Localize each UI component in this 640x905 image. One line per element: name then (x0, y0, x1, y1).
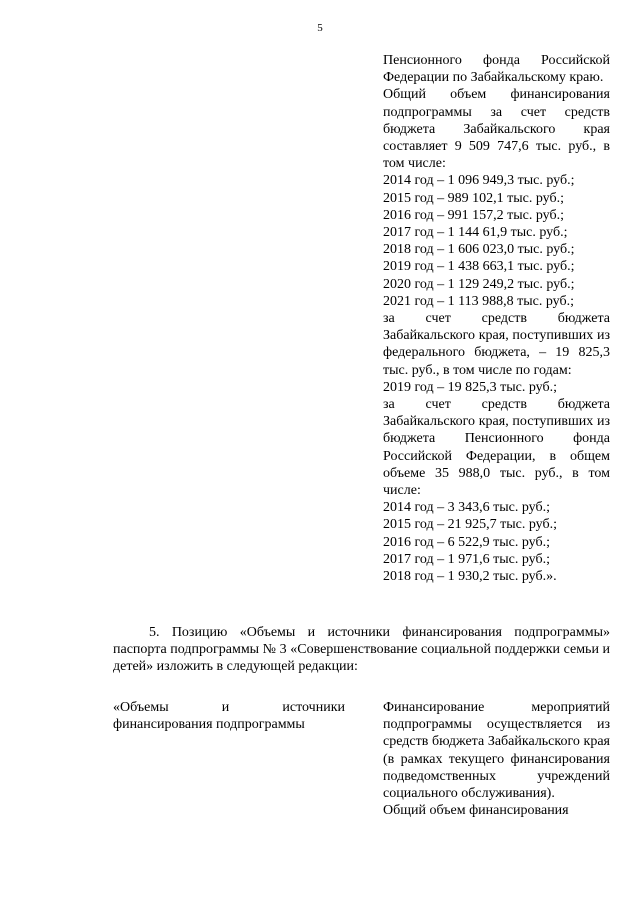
year-item: 2019 год – 19 825,3 тыс. руб.; (383, 379, 557, 395)
table-right-cell (383, 699, 610, 819)
total-financing-heading: Общий объем финансирования (383, 803, 569, 819)
year-item: 2020 год – 1 129 249,2 тыс. руб.; (383, 276, 575, 292)
federal-funding-text: за счет средств бюджета Забайкальского края, поступивших из федерального бюджета, – 19 825,3 тыс. руб., в том числе по годам: (383, 311, 610, 378)
year-item: 2015 год – 21 925,7 тыс. руб.; (383, 517, 557, 533)
total-year-list (383, 172, 610, 310)
year-item: 2018 год – 1 606 023,0 тыс. руб.; (383, 242, 575, 258)
pension-funding-text: за счет средств бюджета Забайкальского края, поступивших из бюджета Пенсионного фонда Российской Федерации, в общем объеме 35 988,0 тыс. руб., в том числе: (383, 397, 610, 499)
year-item: 2014 год – 1 096 949,3 тыс. руб.; (383, 173, 575, 189)
year-item: 2019 год – 1 438 663,1 тыс. руб.; (383, 259, 575, 275)
year-item: 2021 год – 1 113 988,8 тыс. руб.; (383, 293, 574, 309)
year-item: 2015 год – 989 102,1 тыс. руб.; (383, 190, 564, 206)
year-item: 2016 год – 991 157,2 тыс. руб.; (383, 207, 564, 223)
year-item: 2017 год – 1 144 61,9 тыс. руб.; (383, 225, 568, 241)
year-item: 2016 год – 6 522,9 тыс. руб.; (383, 534, 550, 550)
funding-column (383, 52, 610, 585)
pension-fund-text: Пенсионного фонда Российской Федерации по Забайкальскому краю. (383, 53, 610, 86)
year-item: 2018 год – 1 930,2 тыс. руб.». (383, 569, 557, 585)
federal-year-list (383, 379, 610, 396)
page-number: 5 (317, 22, 323, 34)
table-left-cell: «Объемы и источники финансирования подпрограммы (113, 700, 345, 733)
amendment-item-5: 5. Позицию «Объемы и источники финансирования подпрограммы» паспорта подпрограммы № 3 «Совершенствование социальной поддержки семьи и детей» изложить в следующей редакции: (113, 625, 610, 675)
pension-year-list (383, 499, 610, 585)
year-item: 2017 год – 1 971,6 тыс. руб.; (383, 551, 550, 567)
financing-description: Финансирование мероприятий подпрограммы осуществляется из средств бюджета Забайкальского края (в рамках текущего финансирования подведомственных учреждений социального обслуживания). (383, 700, 610, 802)
year-item: 2014 год – 3 343,6 тыс. руб.; (383, 500, 550, 516)
total-funding-text: Общий объем финансирования подпрограммы за счет средств бюджета Забайкальского края составляет 9 509 747,6 тыс. руб., в том числе: (383, 87, 610, 172)
